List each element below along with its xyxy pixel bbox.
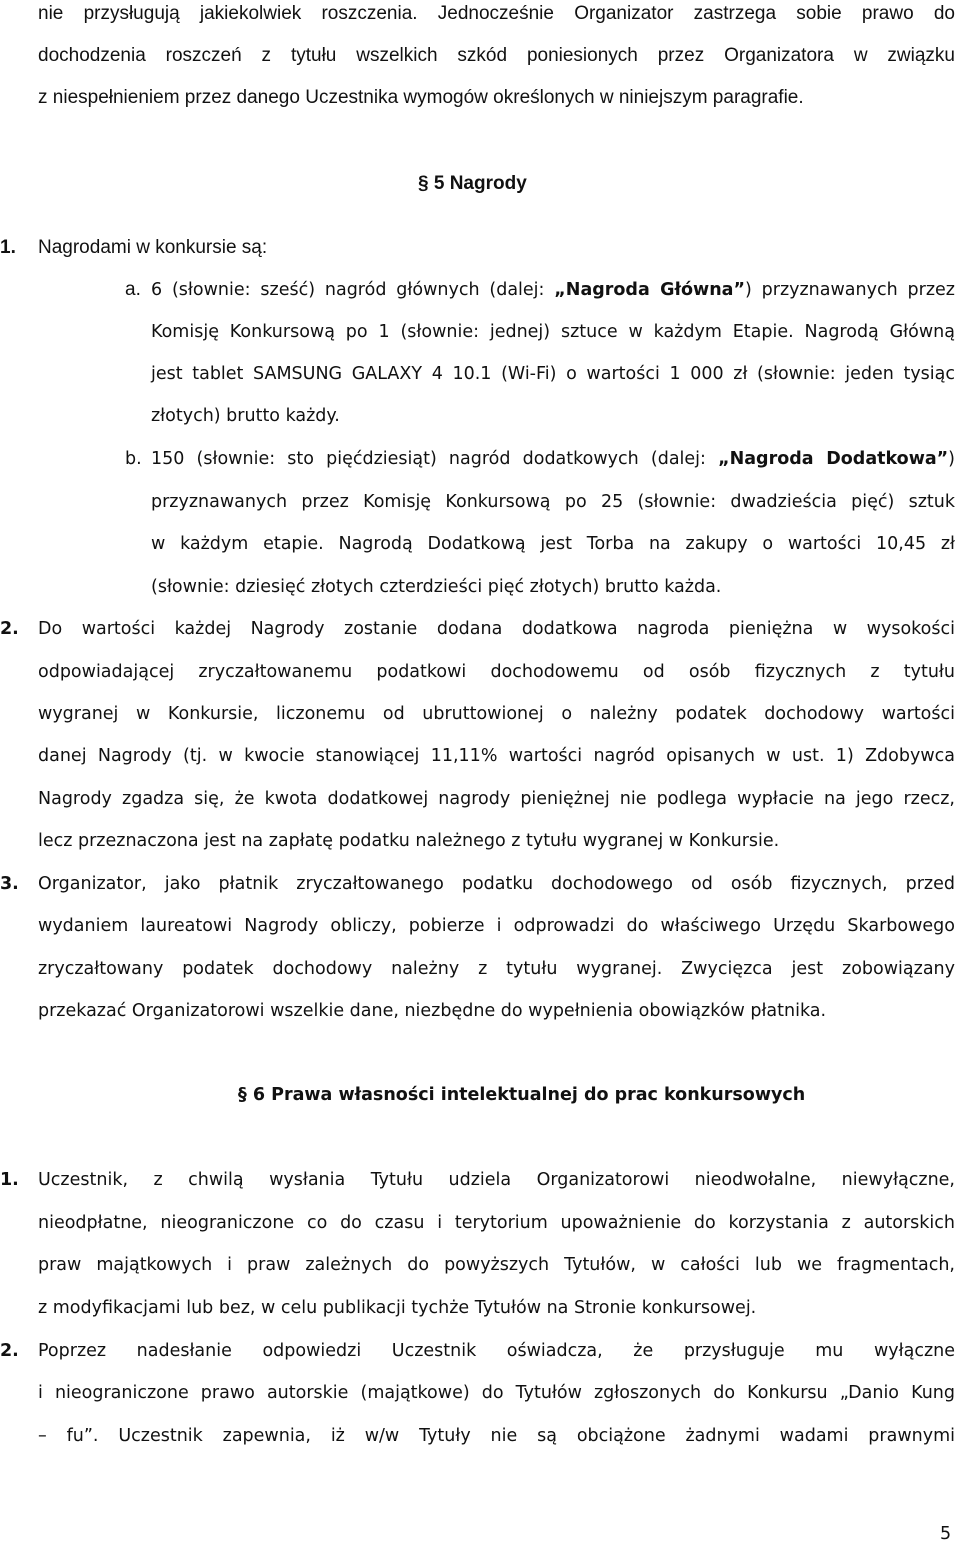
s5-item-1a-line-1: 6 (słownie: sześć) nagród głównych (dalej: „Nagroda Główna”) przyznawanych przez	[151, 280, 955, 300]
s6-item-2-number: 2.	[0, 1341, 19, 1361]
s5-item-2-line-2: odpowiadającej zryczałtowanemu podatkowi dochodowemu od osób fizycznych z tytułu	[38, 662, 955, 682]
s5-item-1b-letter: b.	[125, 449, 142, 469]
section-5-heading: § 5 Nagrody	[418, 173, 527, 194]
s6-item-2-line-3: – fu”. Uczestnik zapewnia, iż w/w Tytuły nie są obciążone żadnymi wadami prawnymi	[38, 1426, 955, 1446]
s6-item-1-line-2: nieodpłatne, nieograniczone co do czasu i terytorium upoważnienie do korzystania z autorskich	[38, 1213, 955, 1233]
s5-item-2-line-5: Nagrody zgadza się, że kwota dodatkowej nagrody pieniężnej nie podlega wypłacie na jego rzecz,	[38, 789, 955, 809]
s5-item-2-line-3: wygranej w Konkursie, liczonemu od ubruttowionej o należny podatek dochodowy wartości	[38, 704, 955, 724]
s5-item-1a-line-4: złotych) brutto każdy.	[151, 406, 340, 426]
s5-item-2-line-6: lecz przeznaczona jest na zapłatę podatku należnego z tytułu wygranej w Konkursie.	[38, 831, 780, 851]
s5-item-1b-line-2: przyznawanych przez Komisję Konkursową po 25 (słownie: dwadzieścia pięć) sztuk	[151, 492, 955, 512]
s6-item-2-line-2: i nieograniczone prawo autorskie (majątkowe) do Tytułów zgłoszonych do Konkursu „Danio Kung	[38, 1383, 955, 1403]
s5-item-3-line-4: przekazać Organizatorowi wszelkie dane, niezbędne do wypełnienia obowiązków płatnika.	[38, 1001, 827, 1021]
s5-item-1b-line-4: (słownie: dziesięć złotych czterdzieści pięć złotych) brutto każda.	[151, 577, 722, 597]
s5-item-3-line-2: wydaniem laureatowi Nagrody obliczy, pobierze i odprowadzi do właściwego Urzędu Skarbowego	[38, 916, 955, 936]
s6-item-1-line-1: Uczestnik, z chwilą wysłania Tytułu udziela Organizatorowi nieodwołalne, niewyłączne,	[38, 1170, 955, 1190]
page-number: 5	[940, 1524, 952, 1544]
intro-line-1: nie przysługują jakiekolwiek roszczenia. Jednocześnie Organizator zastrzega sobie prawo do	[38, 3, 955, 24]
s5-item-1-text: Nagrodami w konkursie są:	[38, 237, 268, 258]
s5-item-3-number: 3.	[0, 874, 19, 894]
s5-item-1-number: 1.	[0, 237, 16, 258]
s5-item-3-line-1: Organizator, jako płatnik zryczałtowanego podatku dochodowego od osób fizycznych, przed	[38, 874, 955, 894]
s5-item-1b-line-1: 150 (słownie: sto pięćdziesiąt) nagród dodatkowych (dalej: „Nagroda Dodatkowa”)	[151, 449, 955, 469]
s6-item-2-line-1: Poprzez nadesłanie odpowiedzi Uczestnik oświadcza, że przysługuje mu wyłączne	[38, 1341, 955, 1361]
s5-item-1b-line-3: w każdym etapie. Nagrodą Dodatkową jest Torba na zakupy o wartości 10,45 zł	[151, 534, 955, 554]
s5-item-2-line-1: Do wartości każdej Nagrody zostanie dodana dodatkowa nagroda pieniężna w wysokości	[38, 619, 955, 639]
s6-item-1-line-4: z modyfikacjami lub bez, w celu publikacji tychże Tytułów na Stronie konkursowej.	[38, 1298, 757, 1318]
s5-item-1a-line-3: jest tablet SAMSUNG GALAXY 4 10.1 (Wi-Fi) o wartości 1 000 zł (słownie: jeden tysiąc	[151, 364, 955, 384]
s5-item-1a-letter: a.	[125, 279, 141, 300]
section-6-heading: § 6 Prawa własności intelektualnej do prac konkursowych	[238, 1085, 806, 1105]
s6-item-1-number: 1.	[0, 1170, 19, 1190]
s5-item-2-line-4: danej Nagrody (tj. w kwocie stanowiącej 11,11% wartości nagród opisanych w ust. 1) Zdobywca	[38, 746, 955, 766]
intro-line-2: dochodzenia roszczeń z tytułu wszelkich szkód poniesionych przez Organizatora w związku	[38, 45, 955, 66]
s5-item-3-line-3: zryczałtowany podatek dochodowy należny z tytułu wygranej. Zwycięzca jest zobowiązany	[38, 959, 955, 979]
intro-line-3: z niespełnieniem przez danego Uczestnika wymogów określonych w niniejszym paragrafie.	[38, 87, 804, 108]
s6-item-1-line-3: praw majątkowych i praw zależnych do powyższych Tytułów, w całości lub we fragmentach,	[38, 1255, 955, 1275]
s5-item-1a-line-2: Komisję Konkursową po 1 (słownie: jednej) sztuce w każdym Etapie. Nagrodą Główną	[151, 322, 955, 342]
s5-item-2-number: 2.	[0, 619, 19, 639]
